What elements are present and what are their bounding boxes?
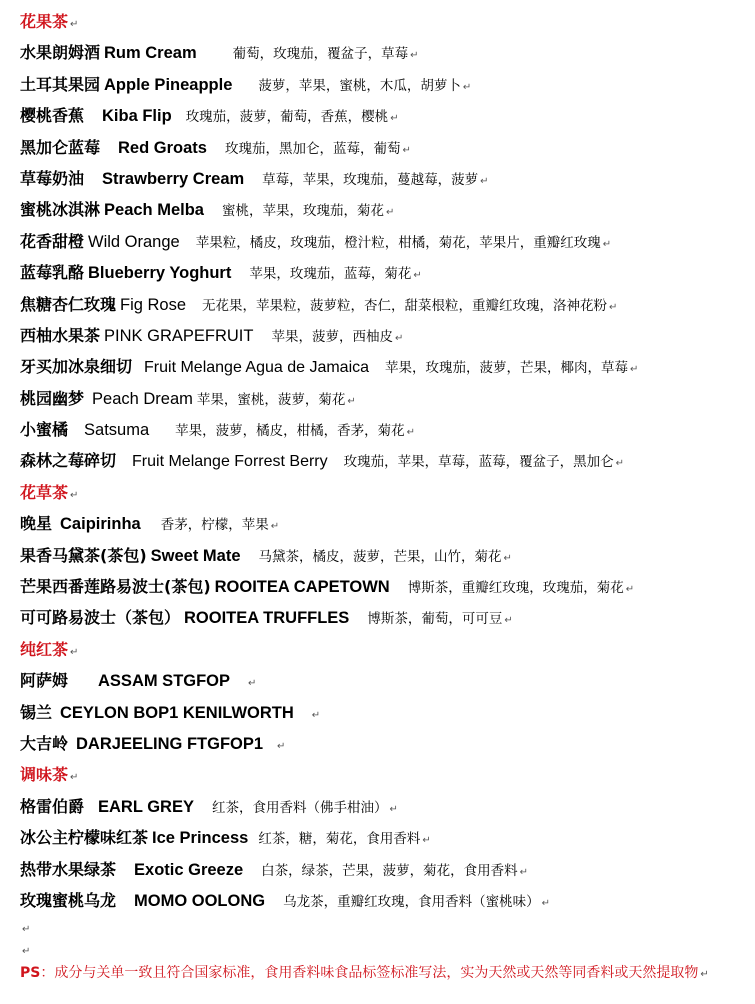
item-ingredients: 苹果，菠萝，西柚皮: [271, 328, 393, 345]
item-name-cn: 西柚水果茶: [20, 325, 101, 345]
item-ingredients: 玫瑰茄，黑加仑，蓝莓，葡萄: [224, 140, 401, 157]
paragraph-mark: ↵: [402, 144, 411, 156]
item-name-en: Fig Rose: [120, 295, 187, 314]
menu-item: [20, 445, 748, 476]
item-name-cn: 果香马黛茶(茶包): [20, 545, 147, 565]
item-name-en: Kiba Flip: [102, 107, 172, 126]
menu-item: [20, 854, 748, 885]
item-name-en: MOMO OOLONG: [134, 891, 266, 910]
item-name-cn: 小蜜橘: [20, 420, 69, 440]
paragraph-mark: ↵: [22, 924, 31, 936]
item-ingredients: 博斯茶，重瓣红玫瑰，玫瑰茄，菊花: [407, 580, 624, 597]
item-name-cn: 蜜桃冰淇淋: [20, 200, 101, 220]
menu-item: [20, 414, 748, 445]
paragraph-mark: ↵: [700, 969, 709, 981]
item-name-en: Strawberry Cream: [102, 169, 245, 188]
paragraph-mark: ↵: [347, 395, 356, 407]
paragraph-mark: ↵: [630, 364, 639, 376]
paragraph-mark: ↵: [462, 81, 472, 93]
paragraph-mark: ↵: [394, 332, 404, 344]
menu-item: [20, 728, 748, 759]
item-name-cn: 樱桃香蕉: [20, 106, 85, 126]
item-name-cn: 黑加仑蓝莓: [20, 137, 101, 157]
section-title: 调味茶: [20, 765, 69, 785]
paragraph-mark: ↵: [70, 772, 79, 784]
item-name-en: Caipirinha: [60, 515, 141, 534]
item-name-cn: 可可路易波士（茶包）: [20, 608, 181, 628]
menu-item: [20, 822, 748, 853]
item-name-cn: 土耳其果园: [20, 74, 101, 94]
item-ingredients: 蜜桃，苹果，玫瑰茄，菊花: [221, 203, 384, 220]
item-name-en: Satsuma: [84, 421, 150, 440]
tea-menu-document: [20, 6, 748, 986]
item-ingredients: 葡萄，玫瑰茄，覆盆子，草莓: [232, 46, 409, 63]
item-name-en: PINK GRAPEFRUIT: [104, 326, 254, 345]
blank-paragraph: [20, 938, 748, 960]
item-ingredients: 白茶，绿茶，芒果，菠萝，菊花，食用香料: [261, 862, 518, 879]
item-ingredients: 苹果粒，橘皮，玫瑰茄，橙汁粒，柑橘，菊花，苹果片，重瓣红玫瑰: [195, 234, 601, 251]
item-ingredients: 玫瑰茄，苹果，草莓，蓝莓，覆盆子，黑加仑: [343, 454, 614, 471]
item-name-en: Ice Princess: [152, 829, 249, 848]
paragraph-mark: ↵: [410, 50, 419, 62]
menu-item: [20, 602, 748, 633]
paragraph-mark: ↵: [406, 427, 416, 439]
item-name-en: Red Groats: [118, 138, 207, 157]
item-name-cn: 焦糖杏仁玫瑰: [20, 294, 117, 314]
item-name-cn: 阿萨姆: [20, 671, 69, 691]
paragraph-mark: ↵: [602, 238, 612, 250]
item-name-en: Peach Melba: [104, 201, 204, 220]
item-ingredients: 博斯茶，葡萄，可可豆: [367, 611, 503, 628]
paragraph-mark: ↵: [519, 866, 529, 878]
menu-item: [20, 226, 748, 257]
item-name-en: Sweet Mate: [150, 546, 241, 565]
menu-item: [20, 132, 748, 163]
item-ingredients: 苹果，菠萝，橘皮，柑橘，香茅，菊花: [175, 423, 405, 440]
item-name-en: DARJEELING FTGFOP1: [76, 734, 264, 753]
item-name-cn: 大吉岭: [20, 733, 69, 753]
section-heading: [20, 759, 748, 790]
blank-paragraph: [20, 916, 748, 938]
menu-item: [20, 697, 748, 728]
paragraph-mark: ↵: [389, 803, 398, 815]
ps-note: [20, 962, 735, 986]
item-name-en: CEYLON BOP1 KENILWORTH: [60, 703, 294, 722]
section-heading: [20, 6, 748, 37]
menu-item: [20, 571, 748, 602]
menu-item: [20, 665, 748, 696]
section-title: 花草茶: [20, 482, 69, 502]
paragraph-mark: ↵: [422, 835, 431, 847]
item-name-en: Fruit Melange Forrest Berry: [132, 453, 328, 471]
section-title: 花果茶: [20, 12, 69, 31]
paragraph-mark: ↵: [504, 615, 513, 627]
item-ingredients: 菠萝，苹果，蜜桃，木瓜，胡萝卜: [258, 77, 461, 94]
paragraph-mark: ↵: [480, 175, 489, 187]
paragraph-mark: ↵: [609, 301, 618, 313]
item-ingredients: 马黛茶，橘皮，菠萝，芒果，山竹，菊花: [258, 548, 502, 565]
item-name-en: Wild Orange: [88, 232, 180, 251]
menu-item: [20, 194, 748, 225]
item-name-cn: 热带水果绿茶: [20, 859, 117, 879]
item-name-cn: 蓝莓乳酪: [20, 263, 85, 283]
paragraph-mark: ↵: [70, 19, 79, 30]
section-heading: [20, 634, 748, 665]
item-name-cn: 水果朗姆酒: [20, 43, 101, 63]
paragraph-mark: ↵: [541, 897, 550, 909]
paragraph-mark: ↵: [248, 678, 257, 690]
menu-item: [20, 100, 748, 131]
menu-item: [20, 37, 748, 68]
menu-item: [20, 791, 748, 822]
item-ingredients: 乌龙茶，重瓣红玫瑰，食用香料（蜜桃味）: [283, 893, 540, 910]
item-name-en: ASSAM STGFOP: [98, 672, 231, 691]
item-name-en: Blueberry Yoghurt: [88, 264, 232, 283]
item-name-en: Rum Cream: [104, 44, 197, 63]
item-ingredients: 苹果，蜜桃，菠萝，菊花: [196, 391, 346, 408]
ps-label: PS: [20, 965, 41, 982]
paragraph-mark: ↵: [22, 946, 31, 958]
menu-item: [20, 163, 748, 194]
item-ingredients: 苹果，玫瑰茄，蓝莓，菊花: [249, 266, 412, 283]
menu-item: [20, 257, 748, 288]
paragraph-mark: ↵: [385, 207, 395, 219]
menu-item: [20, 320, 748, 351]
item-ingredients: 无花果，苹果粒，菠萝粒，杏仁，甜菜根粒，重瓣红玫瑰，洛神花粉: [202, 297, 608, 314]
item-name-cn: 桃园幽梦: [20, 388, 85, 408]
item-name-cn: 冰公主柠檬味红茶: [20, 828, 149, 848]
menu-item: [20, 69, 748, 100]
paragraph-mark: ↵: [413, 270, 422, 282]
item-ingredients: 草莓，苹果，玫瑰茄，蔓越莓，菠萝: [262, 171, 479, 188]
item-name-en: ROOITEA CAPETOWN: [214, 578, 390, 597]
item-ingredients: 玫瑰茄，菠萝，葡萄，香蕉，樱桃: [185, 109, 389, 126]
menu-item: [20, 289, 748, 320]
menu-item: [20, 885, 748, 916]
paragraph-mark: ↵: [503, 552, 512, 564]
item-name-cn: 锡兰: [20, 702, 53, 722]
item-name-cn: 牙买加冰泉细切: [20, 357, 133, 377]
section-title: 纯红茶: [20, 639, 69, 659]
item-ingredients: 红茶，食用香料（佛手柑油）: [211, 799, 388, 816]
paragraph-mark: ↵: [277, 740, 286, 752]
item-name-en: Apple Pineapple: [104, 75, 233, 94]
item-ingredients: 苹果，玫瑰茄，菠萝，芒果，椰肉，草莓: [385, 360, 629, 377]
item-name-en: Peach Dream: [92, 389, 193, 408]
paragraph-mark: ↵: [615, 458, 625, 470]
item-name-cn: 玫瑰蜜桃乌龙: [20, 890, 117, 910]
item-name-en: EARL GREY: [98, 797, 194, 816]
menu-item: [20, 540, 748, 571]
item-name-cn: 格雷伯爵: [20, 796, 85, 816]
item-name-cn: 花香甜橙: [20, 231, 85, 251]
item-name-cn: 草莓奶油: [20, 168, 85, 188]
item-name-cn: 芒果西番莲路易波士(茶包): [20, 577, 211, 597]
menu-item: [20, 508, 748, 539]
paragraph-mark: ↵: [70, 489, 79, 501]
menu-item: [20, 383, 748, 414]
paragraph-mark: ↵: [70, 646, 79, 658]
item-ingredients: 红茶，糖，菊花，食用香料: [258, 831, 421, 848]
item-ingredients: 香茅，柠檬，苹果: [160, 517, 269, 534]
paragraph-mark: ↵: [270, 521, 280, 533]
paragraph-mark: ↵: [390, 113, 399, 125]
item-name-cn: 晚星: [20, 514, 53, 534]
menu-item: [20, 351, 748, 382]
item-name-cn: 森林之莓碎切: [20, 451, 117, 471]
paragraph-mark: ↵: [625, 584, 635, 596]
item-name-en: Fruit Melange Agua de Jamaica: [144, 359, 370, 377]
paragraph-mark: ↵: [311, 709, 321, 721]
section-heading: [20, 477, 748, 508]
item-name-en: Exotic Greeze: [134, 860, 244, 879]
item-name-en: ROOITEA TRUFFLES: [184, 609, 350, 628]
ps-text: ：成分与关单一致且符合国家标准，食用香料味食品标签标准写法，实为天然或天然等同香料或天然提取物: [40, 965, 699, 982]
